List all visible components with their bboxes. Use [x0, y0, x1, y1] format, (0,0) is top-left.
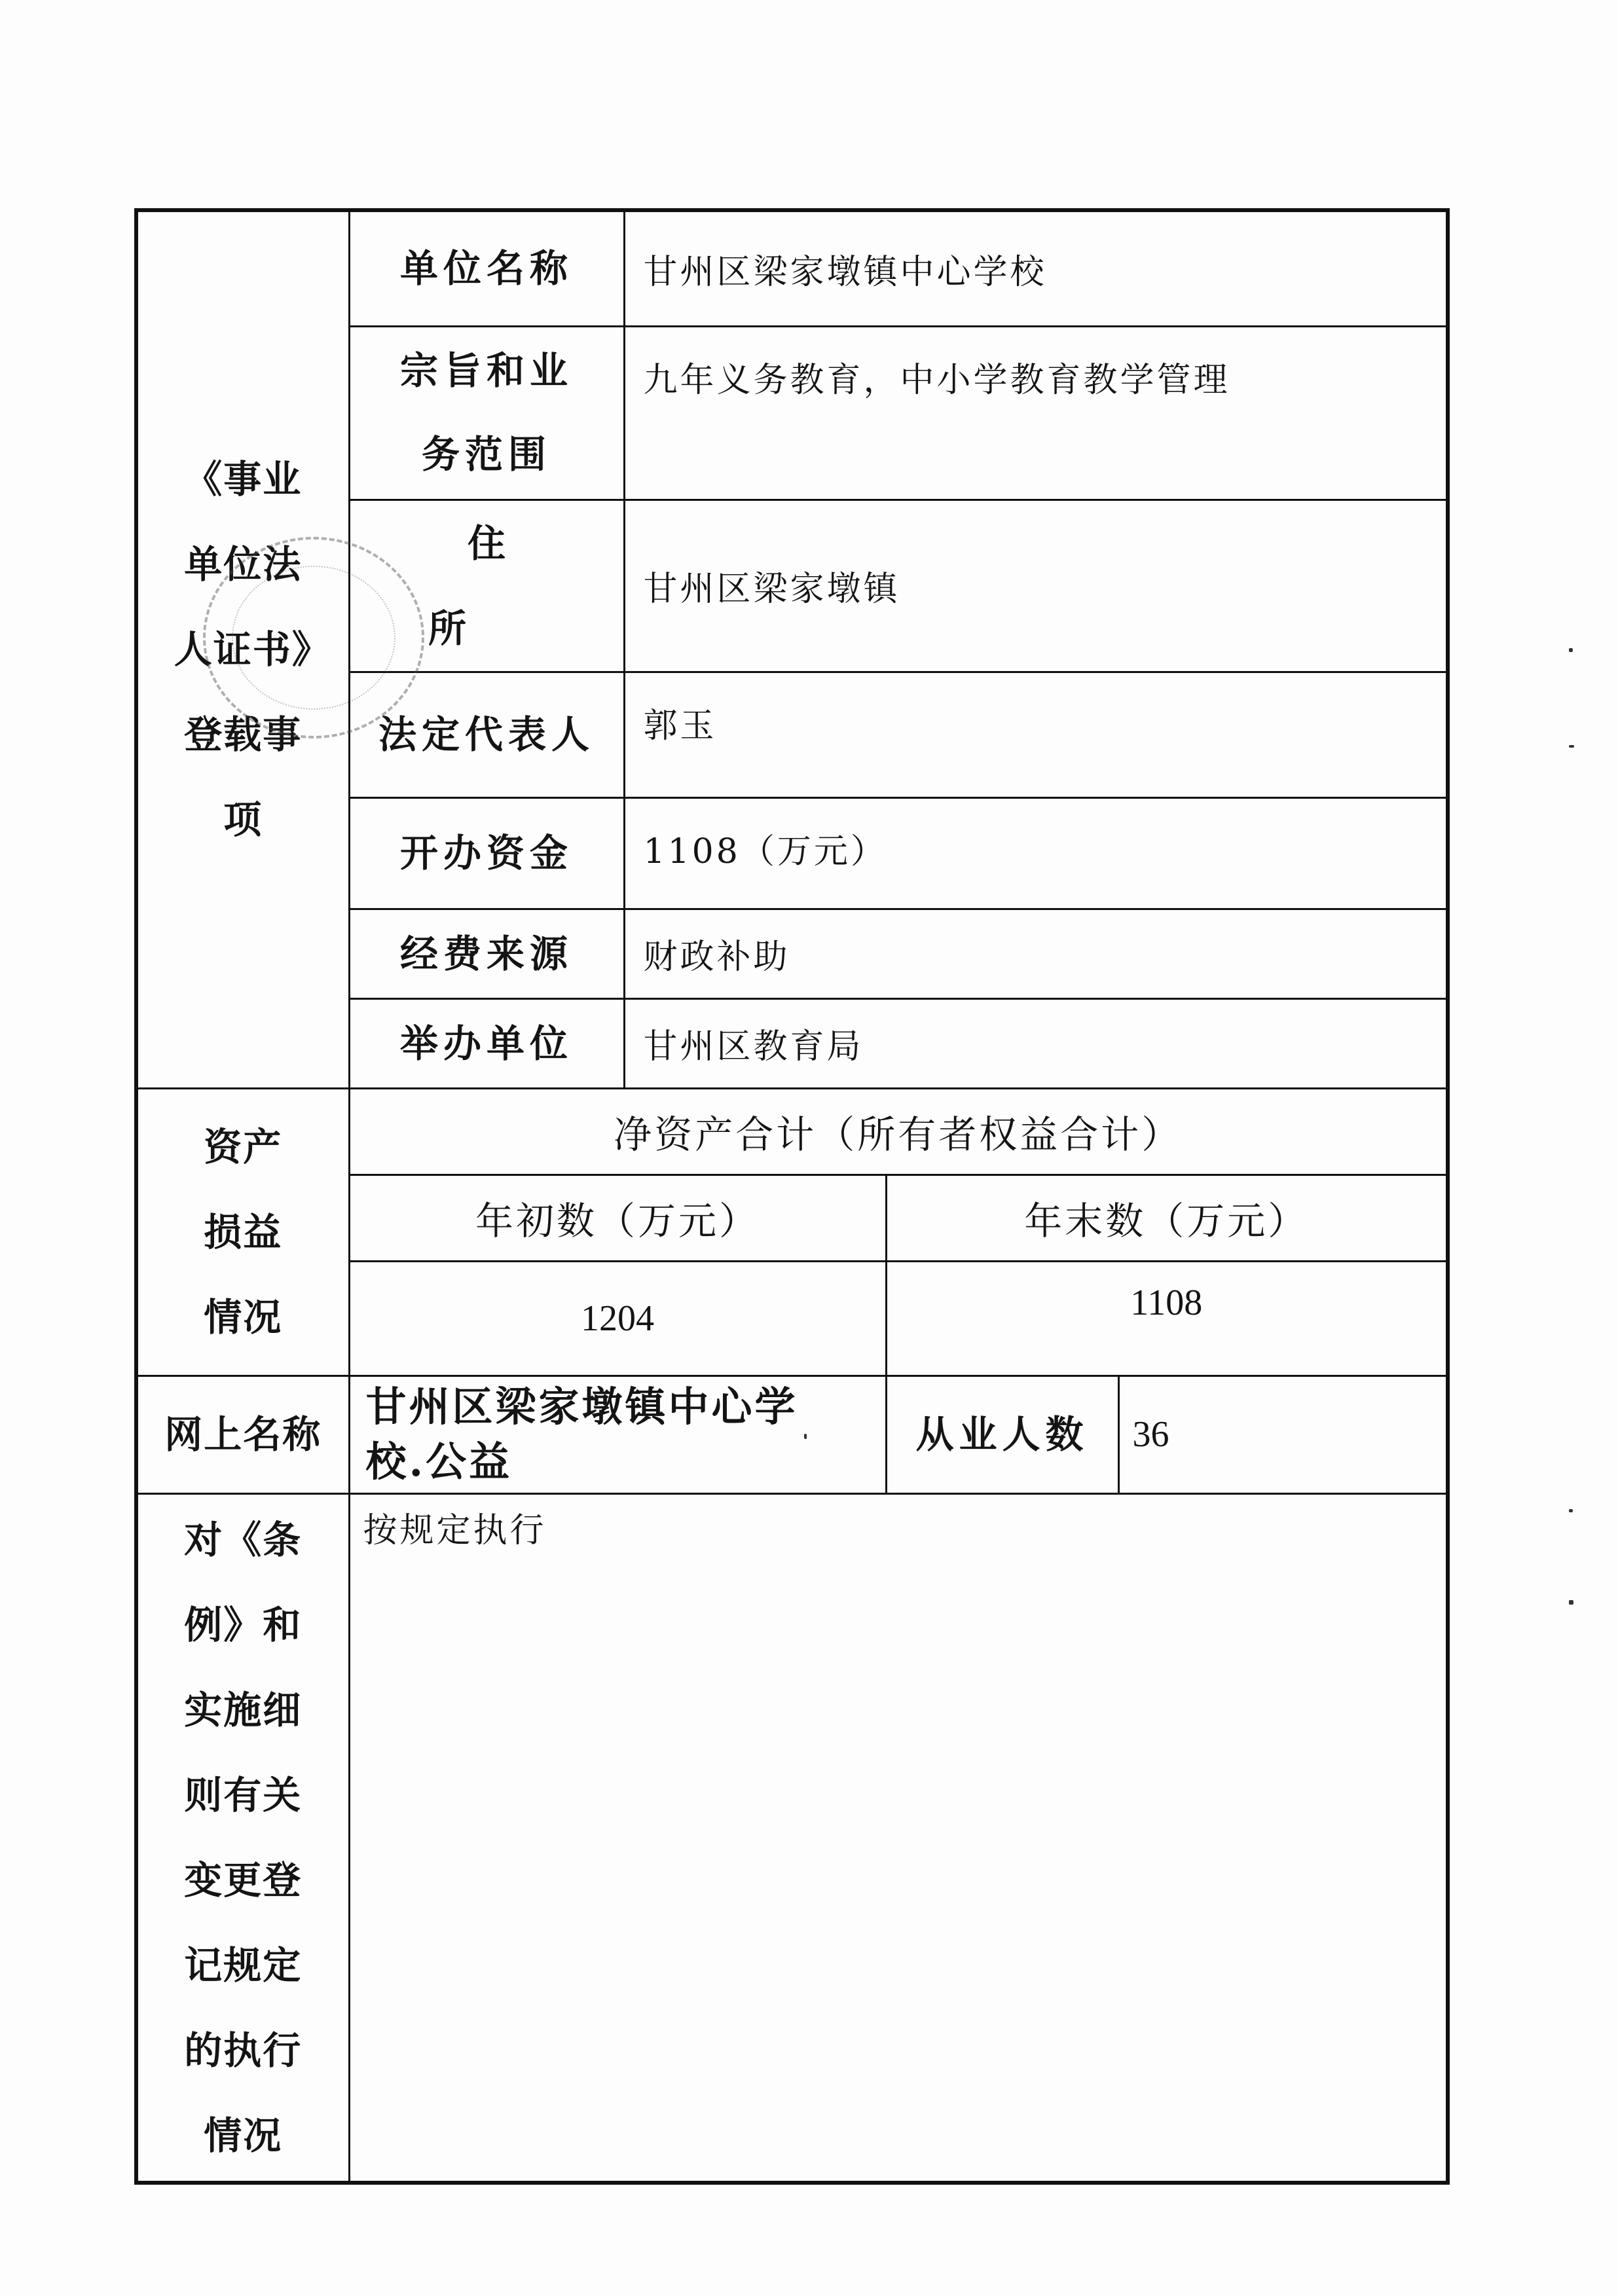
- row-assets-header: [136, 1088, 1448, 1175]
- execution-value: 按规定执行: [349, 1493, 1448, 2183]
- legal-rep-label: 法定代表人: [349, 672, 624, 797]
- capital-value: 1108（万元）: [624, 797, 1448, 909]
- sponsor-label: 举办单位: [349, 998, 624, 1088]
- legal-rep-value: 郭玉: [624, 672, 1448, 797]
- staff-count-value: 36: [1118, 1376, 1448, 1493]
- row-online-name: [136, 1376, 1448, 1493]
- scan-speck: [1569, 745, 1574, 748]
- capital-label: 开办资金: [349, 797, 624, 909]
- section-execution-label: 对《条例》和实施细则有关变更登记规定的执行情况: [136, 1493, 349, 2183]
- online-name-label: 网上名称: [136, 1376, 349, 1493]
- scope-value: 九年义务教育，中小学教育教学管理: [624, 326, 1448, 500]
- begin-of-year-label: 年初数（万元）: [349, 1175, 886, 1261]
- section-assets-label: 资产损益情况: [136, 1088, 349, 1376]
- scope-label: 宗旨和业务范围: [349, 326, 624, 500]
- online-name-value: 甘州区梁家墩镇中心学校.公益: [349, 1376, 886, 1493]
- unit-name-label: 单位名称: [349, 210, 624, 326]
- row-execution: [136, 1493, 1448, 2183]
- funding-label: 经费来源: [349, 909, 624, 998]
- scan-speck: [1569, 1509, 1573, 1512]
- row-unit-name: [136, 210, 1448, 326]
- funding-value: 财政补助: [624, 909, 1448, 998]
- scan-speck: [804, 1434, 807, 1439]
- address-label: 住所: [349, 500, 624, 672]
- section-registration-label: 《事业单位法人证书》登载事项: [136, 210, 349, 1088]
- end-of-year-value: 1108: [886, 1261, 1448, 1376]
- net-assets-header: 净资产合计（所有者权益合计）: [349, 1088, 1448, 1175]
- annual-report-form: [134, 208, 1450, 2185]
- begin-of-year-value: 1204: [349, 1261, 886, 1376]
- end-of-year-label: 年末数（万元）: [886, 1175, 1448, 1261]
- unit-name-value: 甘州区梁家墩镇中心学校: [624, 210, 1448, 326]
- scan-speck: [1569, 648, 1573, 652]
- staff-count-label: 从业人数: [886, 1376, 1118, 1493]
- scan-speck: [1569, 1600, 1573, 1605]
- sponsor-value: 甘州区教育局: [624, 998, 1448, 1088]
- address-value: 甘州区梁家墩镇: [624, 500, 1448, 672]
